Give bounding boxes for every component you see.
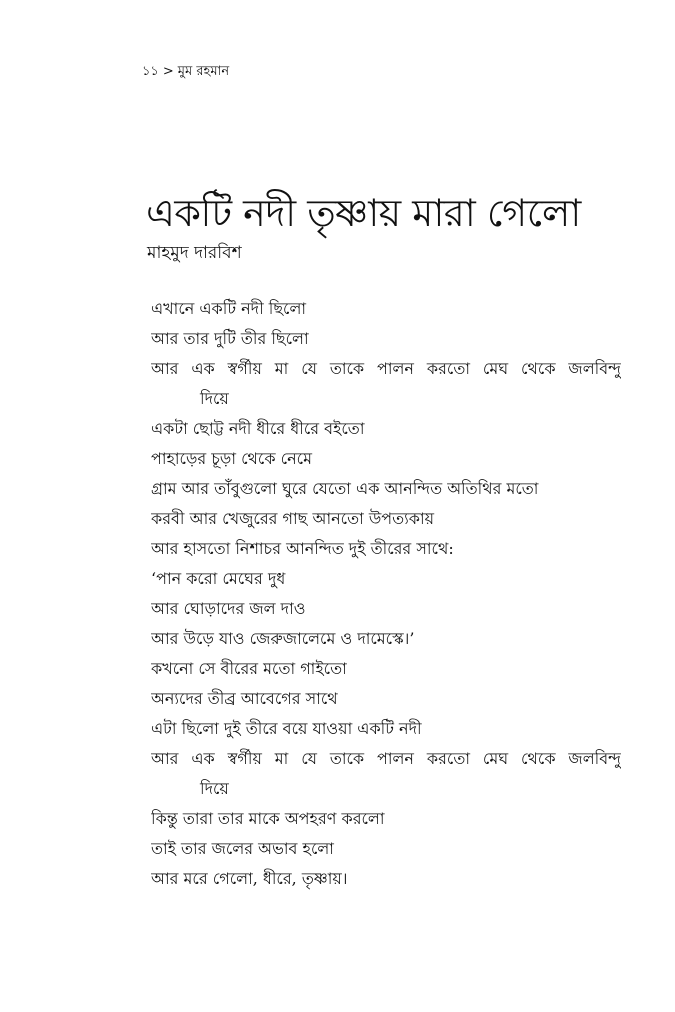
poem-title: একটি নদী তৃষ্ণায় মারা গেলো [146,191,581,235]
poem-line: অন্যদের তীব্র আবেগের সাথে [151,689,338,708]
poem-line: আর ঘোড়াদের জল দাও [151,599,306,618]
poem-line-continuation: দিয়ে [200,389,229,408]
poem-line: কখনো সে বীরের মতো গাইতো [151,659,347,678]
poem-line: তাই তার জলের অভাব হলো [151,839,334,858]
poem-author: মাহমুদ দারবিশ [147,243,242,263]
poem-line: ‘পান করো মেঘের দুধ [151,569,286,588]
book-author: মুম রহমান [177,64,230,79]
poem-line: আর এক স্বর্গীয় মা যে তাকে পালন করতো মেঘ থেকে জলবিন্দু [151,749,621,768]
poem-line: এখানে একটি নদী ছিলো [151,299,307,318]
poem-line: পাহাড়ের চূড়া থেকে নেমে [151,449,312,468]
poem-line: আর তার দুটি তীর ছিলো [151,329,309,348]
poem-line: গ্রাম আর তাঁবুগুলো ঘুরে যেতো এক আনন্দিত অতিথির মতো [151,479,539,498]
poem-line: একটা ছোট্ট নদী ধীরে ধীরে বইতো [151,419,365,438]
poem-line: এটা ছিলো দুই তীরে বয়ে যাওয়া একটি নদী [151,719,422,738]
poem-line: আর উড়ে যাও জেরুজালেমে ও দামেস্কে।’ [151,629,415,648]
running-header [142,63,229,81]
poem-line: করবী আর খেজুরের গাছ আনতো উপত্যকায় [151,509,435,528]
poem-line: আর মরে গেলো, ধীরে, তৃষ্ণায়। [151,869,348,888]
poem-line: কিন্তু তারা তার মাকে অপহরণ করলো [151,809,385,828]
poem-line: আর এক স্বর্গীয় মা যে তাকে পালন করতো মেঘ থেকে জলবিন্দু [151,359,621,378]
poem-line-continuation: দিয়ে [200,779,229,798]
poem-line: আর হাসতো নিশাচর আনন্দিত দুই তীরের সাথে: [151,539,454,558]
poem-body [151,294,621,894]
header-separator: > [162,64,174,79]
page-number: ১১ [142,64,159,79]
